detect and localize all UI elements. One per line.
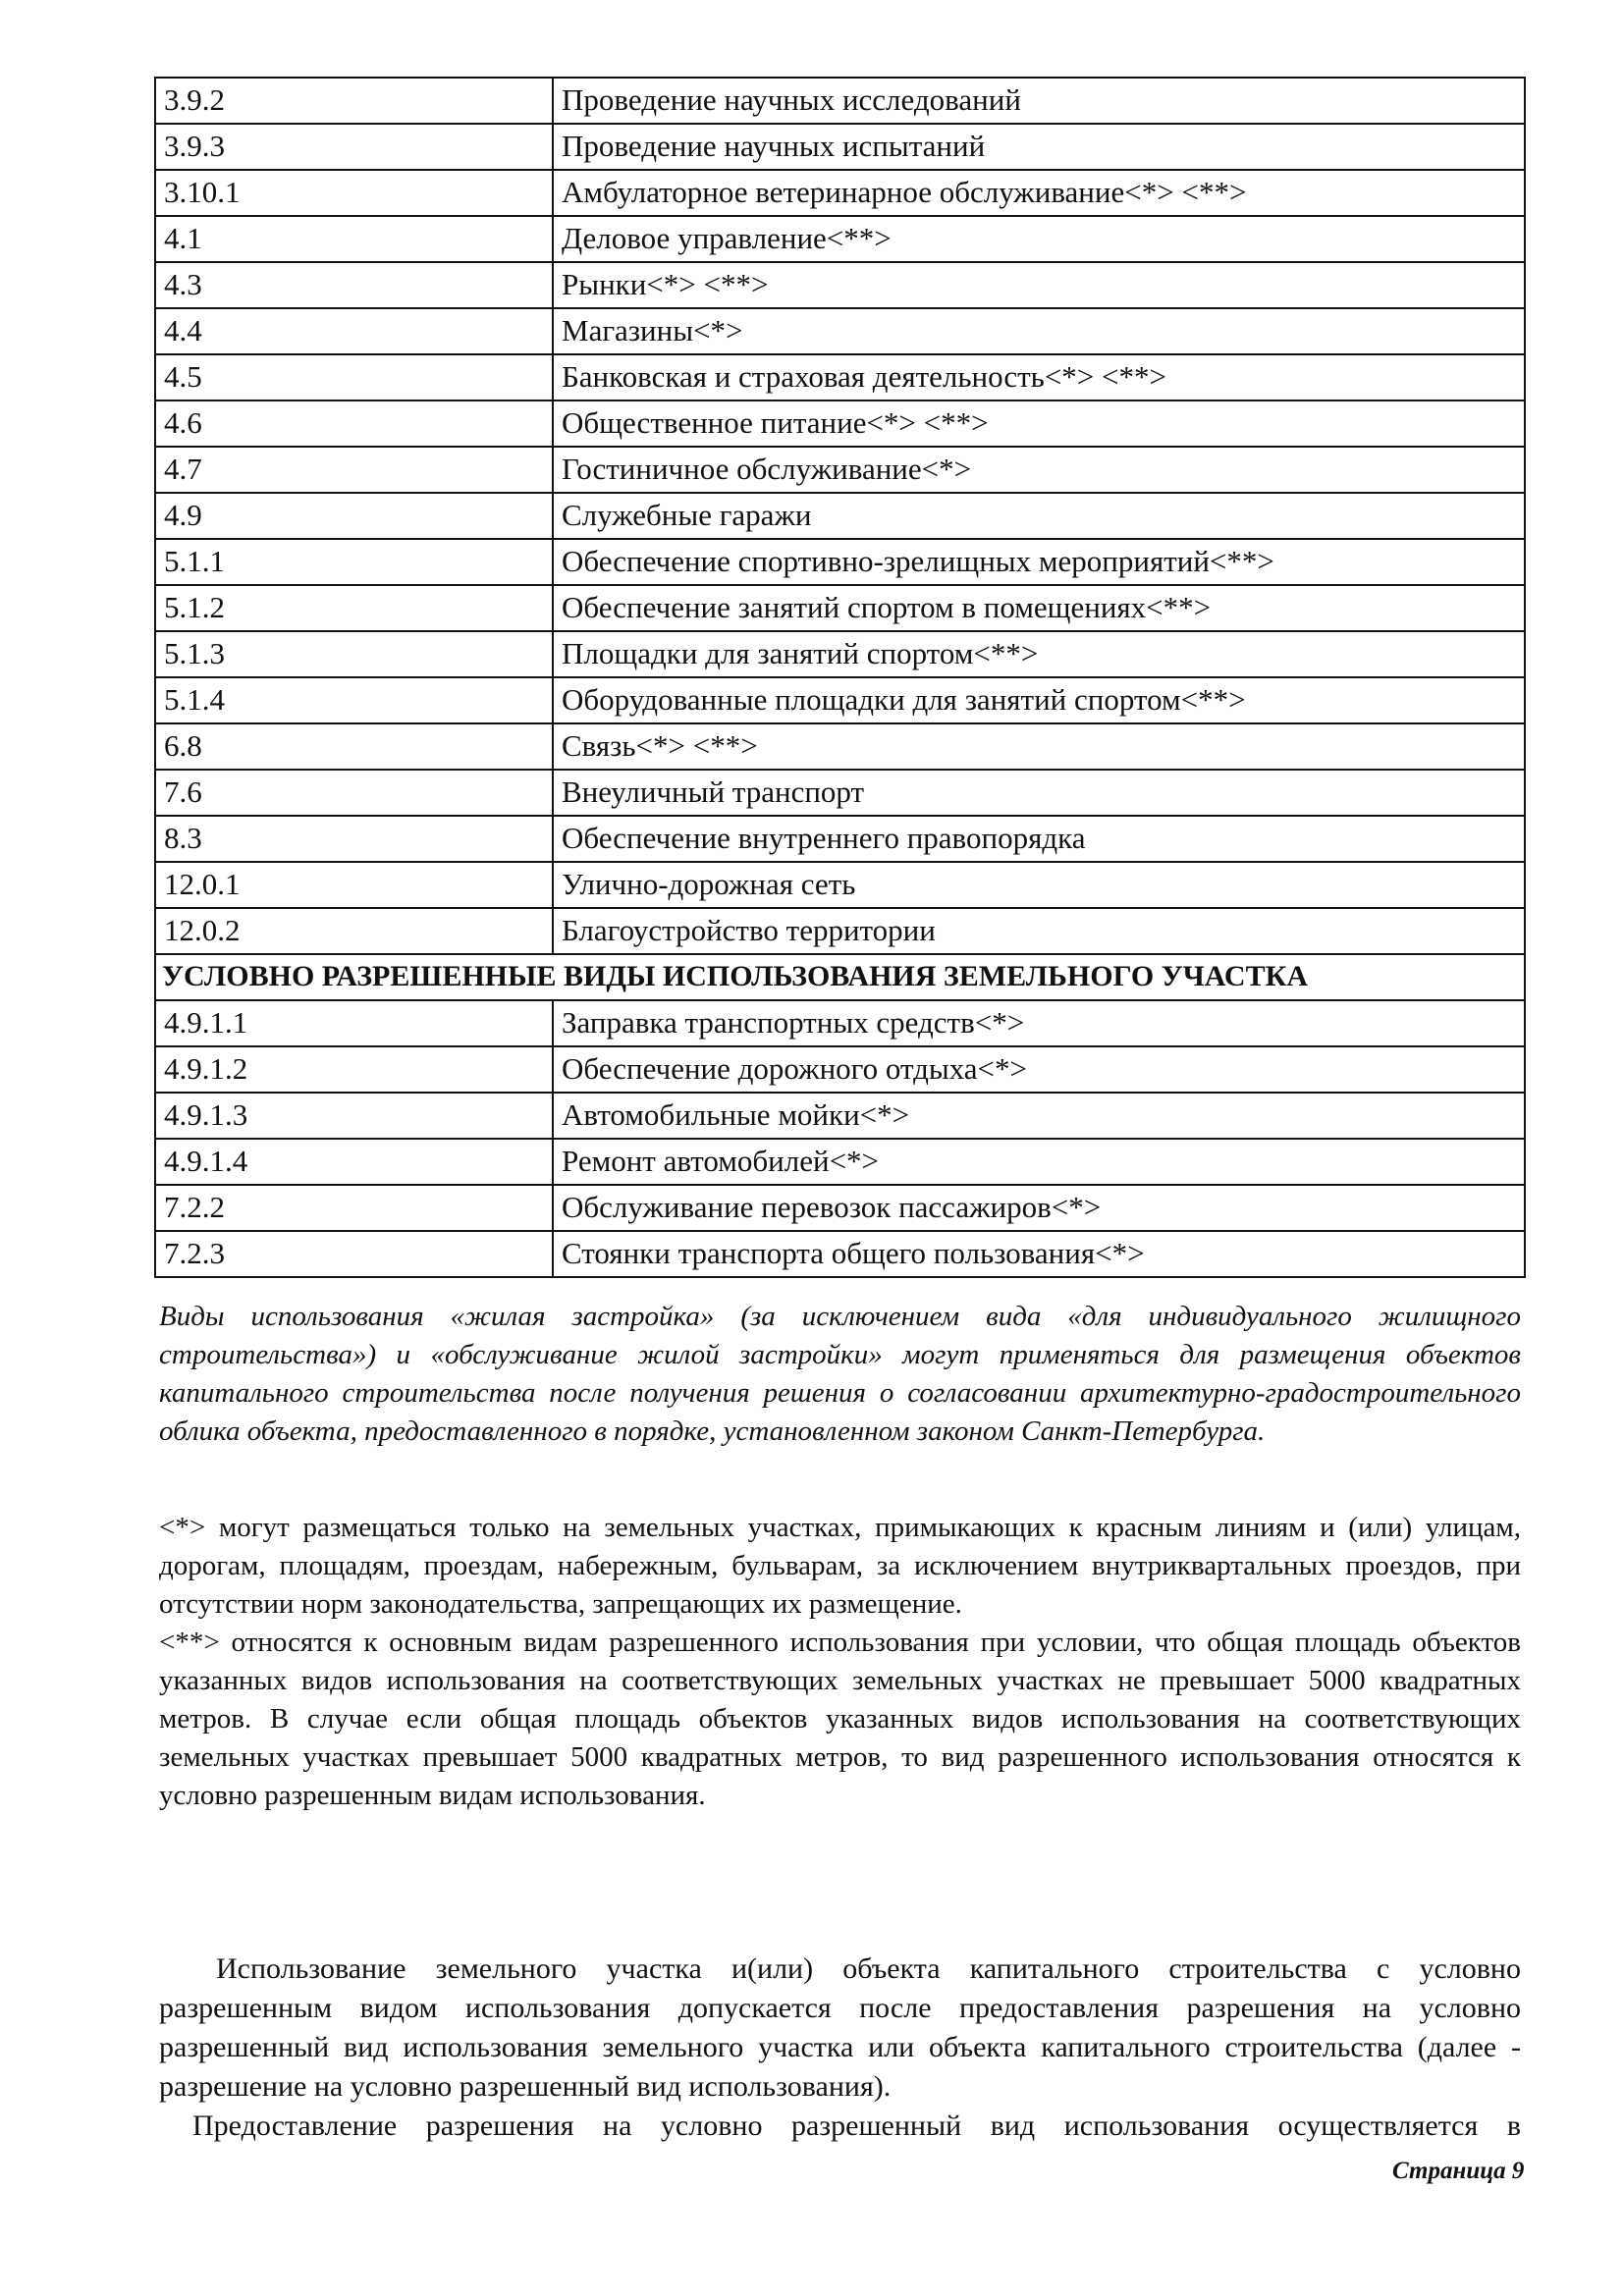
use-code-cell: 12.0.2 xyxy=(155,908,553,954)
page-number: Страница 9 xyxy=(1392,2158,1525,2184)
table-row xyxy=(155,1185,1525,1231)
table-row xyxy=(155,1231,1525,1277)
table-row xyxy=(155,908,1525,954)
footnote-double-asterisk: <**> относятся к основным видам разрешенного использования при условии, что общая площадь объектов указанных видов использования на соответствующих земельных участках не превышает 5000 квадратных метров. В случае если общая площадь объектов указанных видов использования на соответствующих земельных участках превышает 5000 квадратных метров, то вид разрешенного использования относятся к условно разрешенным видам использования. xyxy=(159,1627,1521,1811)
use-name-cell: Оборудованные площадки для занятий спортом<**> xyxy=(553,677,1525,723)
use-code-cell: 3.10.1 xyxy=(155,170,553,216)
section-header-row xyxy=(155,954,1525,1000)
body-paragraph: Предоставление разрешения на условно разрешенный вид использования осуществляется в xyxy=(192,2109,1521,2142)
use-code-cell: 8.3 xyxy=(155,816,553,862)
use-code-cell: 4.4 xyxy=(155,308,553,354)
use-name-cell: Проведение научных исследований xyxy=(553,78,1525,124)
use-name-cell: Площадки для занятий спортом<**> xyxy=(553,631,1525,677)
use-name-cell: Общественное питание<*> <**> xyxy=(553,400,1525,447)
table-row xyxy=(155,354,1525,400)
use-code-cell: 6.8 xyxy=(155,723,553,770)
table-row xyxy=(155,124,1525,170)
footnote-single-asterisk: <*> могут размещаться только на земельных участках, примыкающих к красным линиям и (или) улицам, дорогам, площадям, проездам, набережным, бульварам, за исключением внутриквартальных проездов, при отсутствии норм законодательства, запрещающих их размещение. xyxy=(159,1512,1521,1620)
body-text xyxy=(159,1949,1521,2146)
table-row xyxy=(155,539,1525,585)
use-name-cell: Улично-дорожная сеть xyxy=(553,862,1525,908)
use-name-cell: Обслуживание перевозок пассажиров<*> xyxy=(553,1185,1525,1231)
use-name-cell: Заправка транспортных средств<*> xyxy=(553,1000,1525,1046)
table-row xyxy=(155,308,1525,354)
land-use-table xyxy=(154,77,1526,1278)
table-row xyxy=(155,493,1525,539)
use-name-cell: Служебные гаражи xyxy=(553,493,1525,539)
table-row xyxy=(155,1139,1525,1185)
use-code-cell: 3.9.2 xyxy=(155,78,553,124)
use-code-cell: 12.0.1 xyxy=(155,862,553,908)
table-row xyxy=(155,631,1525,677)
use-name-cell: Благоустройство территории xyxy=(553,908,1525,954)
use-code-cell: 7.2.3 xyxy=(155,1231,553,1277)
use-code-cell: 5.1.3 xyxy=(155,631,553,677)
use-name-cell: Связь<*> <**> xyxy=(553,723,1525,770)
use-name-cell: Деловое управление<**> xyxy=(553,216,1525,262)
use-name-cell: Обеспечение занятий спортом в помещениях<**> xyxy=(553,585,1525,631)
section-header: УСЛОВНО РАЗРЕШЕННЫЕ ВИДЫ ИСПОЛЬЗОВАНИЯ ЗЕМЕЛЬНОГО УЧАСТКА xyxy=(155,954,1525,1000)
table-row xyxy=(155,1046,1525,1093)
table-row xyxy=(155,262,1525,308)
use-code-cell: 5.1.1 xyxy=(155,539,553,585)
table-row xyxy=(155,862,1525,908)
use-name-cell: Обеспечение спортивно-зрелищных мероприятий<**> xyxy=(553,539,1525,585)
table-row xyxy=(155,1000,1525,1046)
use-code-cell: 4.7 xyxy=(155,447,553,493)
use-name-cell: Ремонт автомобилей<*> xyxy=(553,1139,1525,1185)
use-code-cell: 4.3 xyxy=(155,262,553,308)
table-row xyxy=(155,78,1525,124)
use-name-cell: Обеспечение дорожного отдыха<*> xyxy=(553,1046,1525,1093)
table-row xyxy=(155,170,1525,216)
use-name-cell: Гостиничное обслуживание<*> xyxy=(553,447,1525,493)
use-code-cell: 5.1.2 xyxy=(155,585,553,631)
use-code-cell: 4.5 xyxy=(155,354,553,400)
use-code-cell: 3.9.3 xyxy=(155,124,553,170)
use-code-cell: 4.9.1.4 xyxy=(155,1139,553,1185)
use-code-cell: 4.9.1.2 xyxy=(155,1046,553,1093)
use-name-cell: Рынки<*> <**> xyxy=(553,262,1525,308)
table-row xyxy=(155,816,1525,862)
use-code-cell: 4.9.1.3 xyxy=(155,1093,553,1139)
use-name-cell: Проведение научных испытаний xyxy=(553,124,1525,170)
table-row xyxy=(155,447,1525,493)
residential-use-note: Виды использования «жилая застройка» (за исключением вида «для индивидуального жилищного строительства») и «обслуживание жилой застройки» могут применяться для размещения объектов капитального строительства после получения решения о согласовании архитектурно-градостроительного облика объекта, предоставленного в порядке, установленном законом Санкт-Петербурга. xyxy=(159,1301,1521,1447)
table-row xyxy=(155,677,1525,723)
table-row xyxy=(155,585,1525,631)
use-code-cell: 7.2.2 xyxy=(155,1185,553,1231)
table-row xyxy=(155,400,1525,447)
footnotes xyxy=(159,1509,1521,1815)
use-code-cell: 4.6 xyxy=(155,400,553,447)
table-row xyxy=(155,1093,1525,1139)
use-name-cell: Амбулаторное ветеринарное обслуживание<*> <**> xyxy=(553,170,1525,216)
table-row xyxy=(155,770,1525,816)
table-row xyxy=(155,216,1525,262)
body-paragraph: Использование земельного участка и(или) объекта капитального строительства с условно разрешенным видом использования допускается после предоставления разрешения на условно разрешенный вид использования земельного участка или объекта капитального строительства (далее - разрешение на условно разрешенный вид использования). xyxy=(159,1952,1521,2103)
land-use-table-body xyxy=(155,78,1525,1277)
use-code-cell: 4.1 xyxy=(155,216,553,262)
table-row xyxy=(155,723,1525,770)
use-name-cell: Магазины<*> xyxy=(553,308,1525,354)
use-code-cell: 5.1.4 xyxy=(155,677,553,723)
use-name-cell: Стоянки транспорта общего пользования<*> xyxy=(553,1231,1525,1277)
use-name-cell: Внеуличный транспорт xyxy=(553,770,1525,816)
use-code-cell: 4.9 xyxy=(155,493,553,539)
use-name-cell: Обеспечение внутреннего правопорядка xyxy=(553,816,1525,862)
use-name-cell: Автомобильные мойки<*> xyxy=(553,1093,1525,1139)
use-code-cell: 7.6 xyxy=(155,770,553,816)
use-name-cell: Банковская и страховая деятельность<*> <**> xyxy=(553,354,1525,400)
use-code-cell: 4.9.1.1 xyxy=(155,1000,553,1046)
